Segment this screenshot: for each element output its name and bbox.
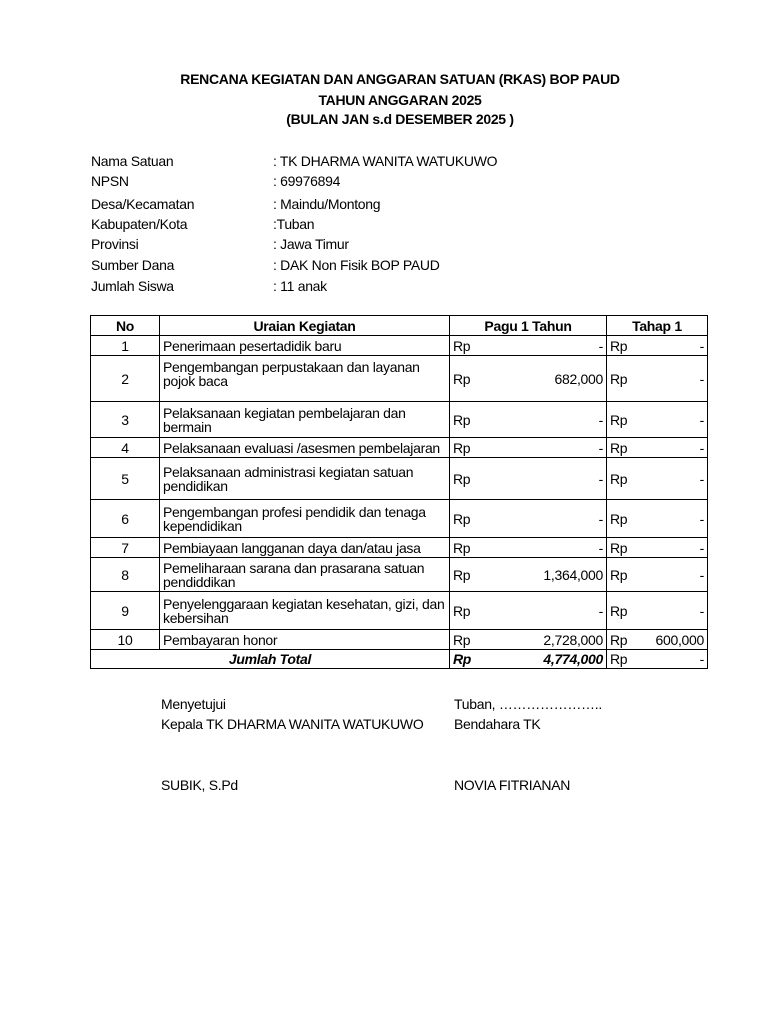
currency-label: Rp	[610, 602, 628, 619]
tahap-amount: -	[699, 510, 704, 527]
info-label: Jumlah Siswa	[91, 278, 174, 294]
table-row	[91, 458, 708, 500]
principal-title: Kepala TK DHARMA WANITA WATUKUWO	[161, 716, 424, 732]
pagu-amount: 1,364,000	[543, 566, 603, 583]
row-pagu	[450, 336, 607, 356]
row-uraian: Pengembangan profesi pendidik dan tenaga kependidikan	[160, 500, 450, 538]
total-tahap-amount: -	[699, 651, 704, 667]
row-number: 4	[91, 438, 160, 458]
row-tahap	[607, 402, 708, 438]
approval-label: Menyetujui	[161, 696, 226, 712]
row-number: 10	[91, 630, 160, 650]
pagu-amount: 682,000	[554, 370, 603, 387]
row-number: 8	[91, 558, 160, 592]
info-value: : Maindu/Montong	[273, 196, 381, 212]
currency-label: Rp	[453, 370, 471, 387]
row-pagu	[450, 402, 607, 438]
info-label: NPSN	[91, 173, 129, 189]
table-row	[91, 558, 708, 592]
table-total-row	[91, 650, 708, 669]
currency-label: Rp	[453, 411, 471, 428]
document-title-line1: RENCANA KEGIATAN DAN ANGGARAN SATUAN (RKAS) BOP PAUD	[180, 71, 620, 87]
table-row	[91, 438, 708, 458]
column-header-uraian: Uraian Kegiatan	[160, 316, 450, 336]
row-pagu	[450, 458, 607, 500]
currency-label: Rp	[453, 602, 471, 619]
currency-label: Rp	[453, 337, 471, 354]
pagu-amount: -	[598, 470, 603, 487]
pagu-amount: -	[598, 602, 603, 619]
table-row	[91, 592, 708, 630]
info-label: Nama Satuan	[91, 153, 174, 169]
principal-name: SUBIK, S.Pd	[161, 777, 238, 793]
info-label: Kabupaten/Kota	[91, 216, 188, 232]
row-tahap	[607, 356, 708, 402]
currency-label: Rp	[453, 539, 471, 556]
info-label: Provinsi	[91, 236, 139, 252]
currency-label: Rp	[453, 631, 471, 648]
currency-label: Rp	[610, 651, 628, 667]
row-uraian: Pelaksanaan administrasi kegiatan satuan pendidikan	[160, 458, 450, 500]
row-pagu	[450, 500, 607, 538]
row-tahap	[607, 336, 708, 356]
pagu-amount: -	[598, 510, 603, 527]
row-pagu	[450, 356, 607, 402]
table-row	[91, 538, 708, 558]
row-number: 2	[91, 356, 160, 402]
total-label: Jumlah Total	[91, 650, 450, 669]
row-pagu	[450, 630, 607, 650]
currency-label: Rp	[610, 411, 628, 428]
currency-label: Rp	[610, 470, 628, 487]
currency-label: Rp	[610, 337, 628, 354]
treasurer-name: NOVIA FITRIANAN	[454, 777, 571, 793]
info-value: :Tuban	[273, 216, 315, 232]
currency-label: Rp	[610, 631, 628, 648]
currency-label: Rp	[610, 539, 628, 556]
pagu-amount: 2,728,000	[543, 631, 603, 648]
column-header-no: No	[91, 316, 160, 336]
tahap-amount: -	[699, 370, 704, 387]
pagu-amount: -	[598, 439, 603, 456]
row-tahap	[607, 438, 708, 458]
document-title-line2: TAHUN ANGGARAN 2025	[318, 92, 482, 108]
info-value: : 69976894	[273, 173, 341, 189]
place-date: Tuban, …………………..	[454, 696, 602, 712]
total-pagu	[450, 650, 607, 669]
info-label: Desa/Kecamatan	[91, 196, 195, 212]
tahap-amount: -	[699, 566, 704, 583]
table-row	[91, 402, 708, 438]
row-tahap	[607, 458, 708, 500]
pagu-amount: -	[598, 411, 603, 428]
table-row	[91, 336, 708, 356]
table-row	[91, 630, 708, 650]
row-tahap	[607, 630, 708, 650]
currency-label: Rp	[453, 470, 471, 487]
row-number: 7	[91, 538, 160, 558]
tahap-amount: -	[699, 337, 704, 354]
column-header-pagu: Pagu 1 Tahun	[450, 316, 607, 336]
currency-label: Rp	[610, 439, 628, 456]
row-pagu	[450, 438, 607, 458]
treasurer-title: Bendahara TK	[454, 716, 541, 732]
pagu-amount: -	[598, 539, 603, 556]
document-title-line3: (BULAN JAN s.d DESEMBER 2025 )	[286, 111, 514, 127]
currency-label: Rp	[453, 510, 471, 527]
info-value: : DAK Non Fisik BOP PAUD	[273, 257, 440, 273]
tahap-amount: -	[699, 439, 704, 456]
row-tahap	[607, 538, 708, 558]
row-uraian: Penerimaan pesertadidik baru	[160, 336, 450, 356]
tahap-amount: -	[699, 411, 704, 428]
table-header-row	[91, 316, 708, 336]
info-value: : 11 anak	[273, 278, 327, 294]
currency-label: Rp	[453, 566, 471, 583]
tahap-amount: 600,000	[655, 631, 704, 648]
tahap-amount: -	[699, 470, 704, 487]
row-uraian: Pengembangan perpustakaan dan layanan pojok baca	[160, 356, 450, 402]
column-header-tahap: Tahap 1	[607, 316, 708, 336]
row-pagu	[450, 592, 607, 630]
info-value: : Jawa Timur	[273, 236, 349, 252]
budget-table	[90, 315, 708, 669]
pagu-amount: -	[598, 337, 603, 354]
row-uraian: Pelaksanaan kegiatan pembelajaran dan bermain	[160, 402, 450, 438]
row-tahap	[607, 500, 708, 538]
row-uraian: Penyelenggaraan kegiatan kesehatan, gizi, dan kebersihan	[160, 592, 450, 630]
row-uraian: Pembayaran honor	[160, 630, 450, 650]
currency-label: Rp	[610, 510, 628, 527]
row-tahap	[607, 558, 708, 592]
row-tahap	[607, 592, 708, 630]
table-row	[91, 500, 708, 538]
row-number: 9	[91, 592, 160, 630]
tahap-amount: -	[699, 539, 704, 556]
currency-label: Rp	[610, 370, 628, 387]
currency-label: Rp	[610, 566, 628, 583]
row-number: 3	[91, 402, 160, 438]
row-uraian: Pemeliharaan sarana dan prasarana satuan pendiddikan	[160, 558, 450, 592]
total-pagu-amount: 4,774,000	[543, 651, 603, 667]
tahap-amount: -	[699, 602, 704, 619]
currency-label: Rp	[453, 439, 471, 456]
info-value: : TK DHARMA WANITA WATUKUWO	[273, 153, 498, 169]
row-pagu	[450, 538, 607, 558]
row-uraian: Pembiayaan langganan daya dan/atau jasa	[160, 538, 450, 558]
table-row	[91, 356, 708, 402]
total-tahap	[607, 650, 708, 669]
row-uraian: Pelaksanaan evaluasi /asesmen pembelajaran	[160, 438, 450, 458]
row-number: 1	[91, 336, 160, 356]
info-label: Sumber Dana	[91, 257, 175, 273]
row-number: 5	[91, 458, 160, 500]
currency-label: Rp	[453, 651, 472, 667]
row-pagu	[450, 558, 607, 592]
row-number: 6	[91, 500, 160, 538]
